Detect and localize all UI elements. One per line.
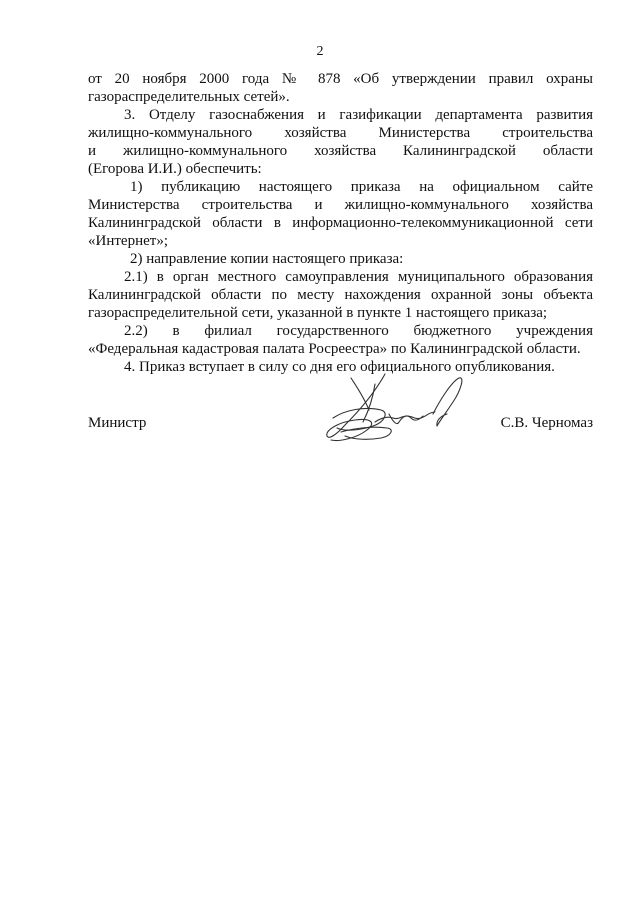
text-line: (Егорова И.И.) обеспечить: xyxy=(88,161,262,177)
text-line: 2.1) в орган местного самоуправления муниципального образования xyxy=(124,269,593,285)
signer-name: С.В. Черномаз xyxy=(500,415,593,431)
text-line: Калининградской области по месту нахождения охранной зоны объекта xyxy=(88,287,593,303)
text-line: газораспределительных сетей». xyxy=(88,89,290,105)
text-line: газораспределительной сети, указанной в пункте 1 настоящего приказа; xyxy=(88,305,548,321)
text-line: Министерства строительства и жилищно-коммунального хозяйства xyxy=(88,197,593,213)
signature-block xyxy=(88,410,593,440)
text-line: и жилищно-коммунального хозяйства Калининградской области xyxy=(88,143,593,159)
text-line: «Интернет»; xyxy=(88,233,168,249)
document-body xyxy=(88,70,593,376)
signer-title: Министр xyxy=(88,415,147,431)
text-line: от 20 ноября 2000 года № 878 «Об утверждении правил охраны xyxy=(88,71,593,87)
text-line: 3. Отделу газоснабжения и газификации департамента развития xyxy=(124,107,593,123)
page-number: 2 xyxy=(316,44,324,59)
text-line: 1) публикацию настоящего приказа на официальном сайте xyxy=(130,179,593,195)
text-line: 4. Приказ вступает в силу со дня его официального опубликования. xyxy=(124,359,555,375)
text-line: 2) направление копии настоящего приказа: xyxy=(130,251,404,267)
text-line: 2.2) в филиал государственного бюджетного учреждения xyxy=(124,323,593,339)
text-line: «Федеральная кадастровая палата Росреестра» по Калининградской области. xyxy=(88,341,581,357)
text-line: Калининградской области в информационно-телекоммуникационной сети xyxy=(88,215,593,231)
text-line: жилищно-коммунального хозяйства Министерства строительства xyxy=(88,125,593,141)
